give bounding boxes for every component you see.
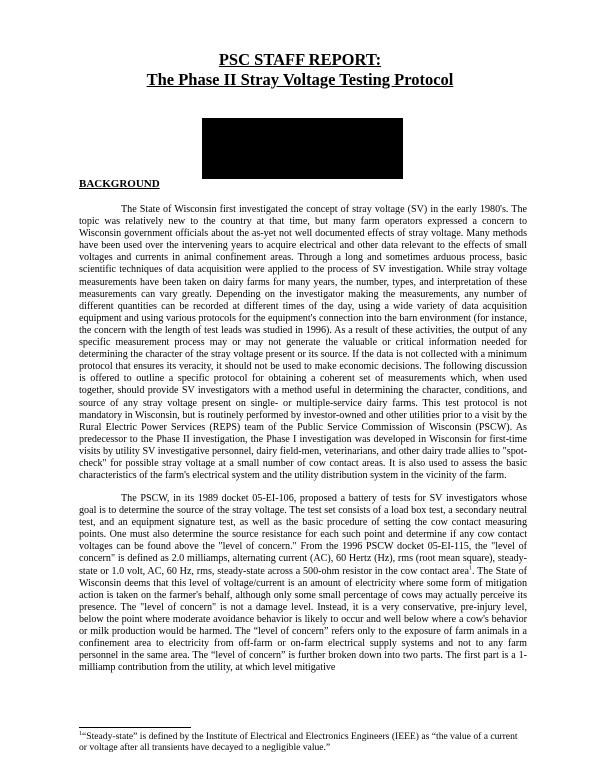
footnote-divider bbox=[79, 727, 191, 728]
paragraph-2-text-b: . The State of Wisconsin deems that this level of voltage/current is an amount of electricity where some form of mitigation action is taken on the farmer's behalf, although only some small percentage of cows may actually perceive its presence. The "level of concern" is not a damage level. Instead, it is a very conservative, pre-injury level, below the point where moderate avoidance behavior is likely to occur and well below where a cow's behavior or milk production would be harmed. The “level of concern” refers only to the exposure of farm animals in a confinement area to electricity from off-farm or on-farm electrical supply systems and not to any farm personnel in the same area. The “level of concern” is further broken down into two parts. The first part is a 1-milliamp contribution from the utility, at which level mitigative bbox=[79, 565, 527, 674]
paragraph-2 bbox=[79, 493, 527, 674]
report-title-line1: PSC STAFF REPORT: bbox=[218, 50, 382, 69]
section-heading-background: BACKGROUND bbox=[79, 178, 160, 190]
paragraph-2-text-a: The PSCW, in its 1989 docket 05-EI-106, proposed a battery of tests for SV investigators whose goal is to determine the source of the stray voltage. The test set consists of a load box test, a secondary neutral test, and an equipment signature test, as well as the basic procedure of setting the cow contact measuring points. One must also determine the source resistance for each such point and determine if any cow contact voltages can be found above the "level of concern." From the 1996 PSCW docket 05-EI-115, the "level of concern" is defined as 2.0 milliamps, alternating current (AC), 60 Hertz (Hz), rms (root mean square), steady-state or 1.0 volt, AC, 60 Hz, rms, steady-state across a 500-ohm resistor in the cow contact area bbox=[79, 493, 527, 577]
footnote-text: “Steady-state” is defined by the Institute of Electrical and Electronics Engineers (IEEE) as “the value of a current or voltage after all transients have decayed to a negligible value.” bbox=[79, 731, 518, 754]
paragraph-1: The State of Wisconsin first investigated the concept of stray voltage (SV) in the early 1980's. The topic was relatively new to the country at that time, but many farm operators expressed a concern to Wisconsin government officials about the as-yet not well documented effects of stray voltage. Many methods have been used over the intervening years to acquire electrical and other data relevant to the effects of small voltages and currents in animal confinement areas. Through a long and sometimes arduous process, basic scientific techniques of data acquisition were applied to the process of SV investigation. While stray voltage measurements have been taken on dairy farms for many years, the number, types, and interpretation of these measurements can vary greatly. Depending on the investigator making the measurements, any number of different quantities can be recorded at different times of the day, using a wide variety of data acquisition equipment and using various protocols for the equipment's connection into the barn environment (for instance, the concern with the length of test leads was studied in 1996). As a result of these activities, the output of any specific measurement process may or may not generate the valuable or critical information needed for determining the character of the stray voltage present or its source. If the data is not collected with a minimum protocol that ensures its veracity, it should not be used to make economic decisions. The following discussion is offered to outline a specific protocol for obtaining a coherent set of measurements which, when used together, should provide SV investigators with a method useful in determining the character, conditions, and source of any stray voltage present on single- or multiple-service dairy farms. This test protocol is not mandatory in Wisconsin, but is routinely performed by investor-owned and other utilities prior to a visit by the Rural Electric Power Services (REPS) team of the Public Service Commission of Wisconsin (PSCW). As predecessor to the Phase II investigation, the Phase I investigation was developed in Wisconsin for first-time visits by utility SV investigative personnel, dairy field-men, veterinarians, and other dairy trade allies to "spot-check" for possible stray voltage at a small number of cow contact areas. It is also used to assess the basic characteristics of the farm's electrical system and the utility distribution system in the vicinity of the farm. bbox=[79, 204, 527, 482]
footnote bbox=[79, 731, 527, 754]
footnote-reference: 1 bbox=[468, 565, 472, 572]
redaction-block bbox=[202, 118, 403, 179]
footnote-number: 1 bbox=[79, 730, 82, 737]
report-title-line2: The Phase II Stray Voltage Testing Protocol bbox=[146, 70, 454, 89]
